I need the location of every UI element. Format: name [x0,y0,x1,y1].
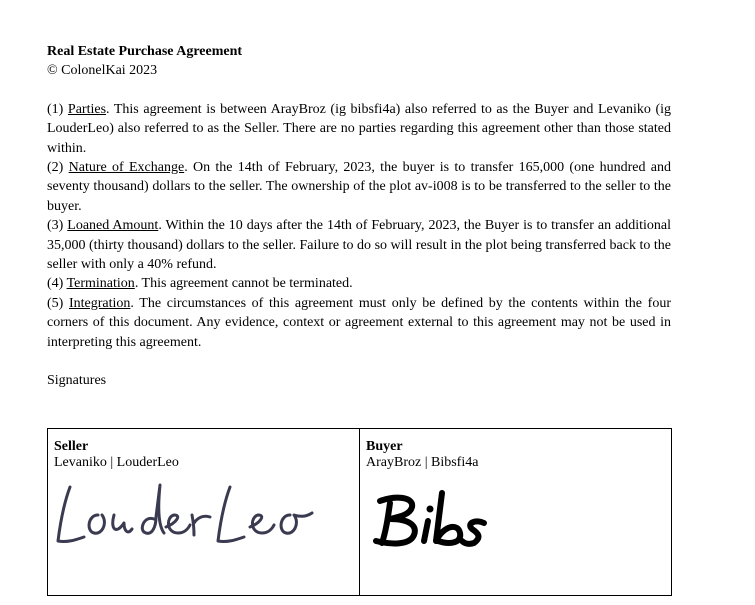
clause-heading: Loaned Amount [67,218,159,234]
copyright-line: © ColonelKai 2023 [47,63,158,79]
signature-row [48,429,672,596]
document-title: Real Estate Purchase Agreement [47,44,243,59]
clause-heading: Nature of Exchange [68,160,185,176]
seller-role-label: Seller [54,439,89,454]
agreement-document [47,42,671,391]
clause-nature-of-exchange [47,158,671,216]
clause-body: . This agreement cannot be terminated. [134,276,353,292]
buyer-signature-image [366,481,666,553]
clause-number: (3) [47,218,64,234]
signature-table [47,428,672,596]
spacer [47,81,671,100]
spacer [47,352,671,371]
clause-number: (5) [47,295,64,311]
clause-body: . This agreement is between ArayBroz (ig bibsfi4a) also referred to as the Buyer and Levaniko (ig LouderLeo) also referred to as the Seller. There are no parties regarding this agreement other than those stated within. [47,101,671,156]
clause-number: (4) [47,276,64,292]
clause-heading: Termination [66,276,135,292]
seller-cell [48,429,360,596]
seller-signature-image [54,481,354,553]
buyer-names: ArayBroz | Bibsfi4a [366,455,479,470]
clause-number: (1) [47,101,64,117]
clause-integration [47,294,671,352]
clause-heading: Integration [68,295,131,311]
clause-body: . The circumstances of this agreement must only be defined by the contents within the four corners of this document. Any evidence, context or agreement external to this agreement may not be used in interpreting this agreement. [47,295,671,350]
clause-termination [47,274,671,293]
clauses-list [47,100,671,352]
signatures-heading: Signatures [47,373,107,389]
clause-body: . Within the 10 days after the 14th of February, 2023, the Buyer is to transfer an additional 35,000 (thirty thousand) dollars to the seller. Failure to do so will result in the plot being transferred back to the seller with only a 40% refund. [47,218,671,273]
clause-heading: Parties [67,101,107,117]
buyer-role-label: Buyer [366,439,403,454]
buyer-signature-dot [427,506,434,513]
clause-loaned-amount [47,216,671,274]
clause-body: . On the 14th of February, 2023, the buyer is to transfer 165,000 (one hundred and seventy thousand) dollars to the seller. The ownership of the plot av-i008 is to be transferred to the seller to the buyer. [47,160,671,214]
buyer-cell [360,429,672,596]
clause-number: (2) [47,160,64,176]
seller-names: Levaniko | LouderLeo [54,455,179,470]
clause-parties [47,100,671,158]
